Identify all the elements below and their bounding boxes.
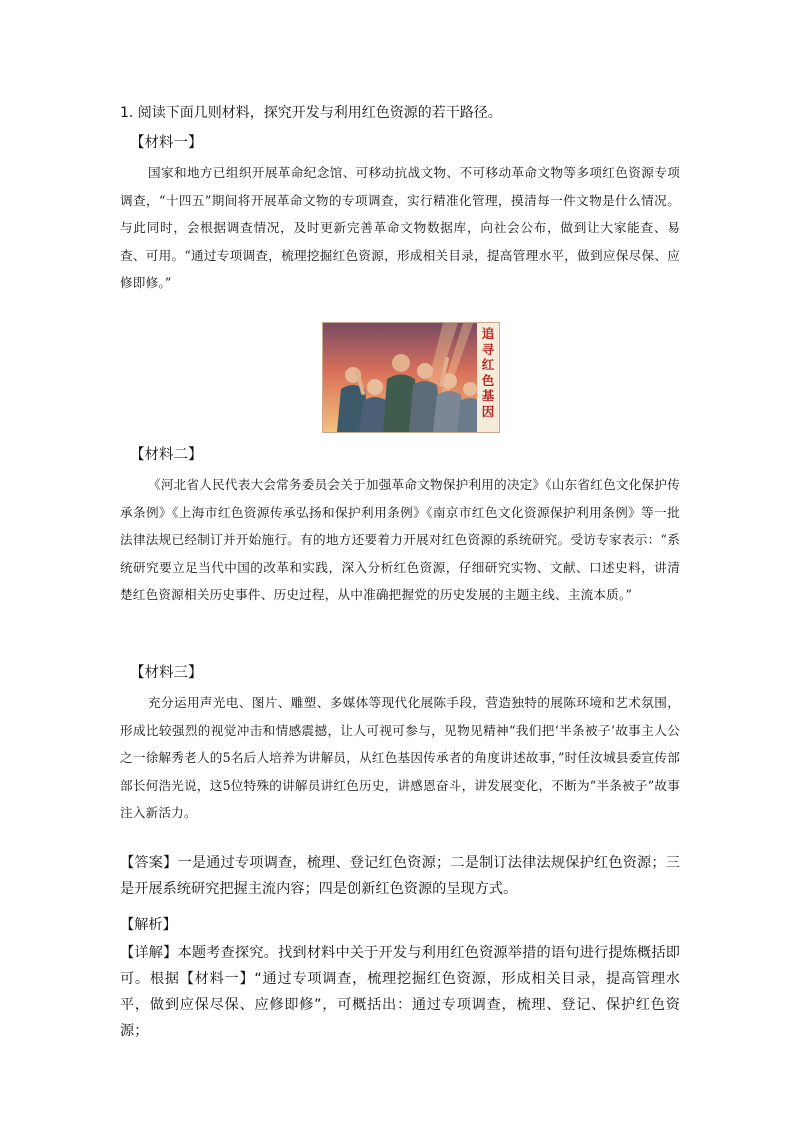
material-one-heading: 【材料一】 xyxy=(130,135,203,151)
material-three-heading: 【材料三】 xyxy=(130,665,203,681)
material-one-text: 国家和地方已组织开展革命纪念馆、可移动抗战文物、不可移动革命文物等多项红色资源专项调查，“十四五”期间将开展革命文物的专项调查，实行精准化管理，摸清每一件文物是什么情况。与此同时，会根据调查情况，及时更新完善革命文物数据库，向社会公布，做到让大家能查、易查、可用。“通过专项调查，梳理挖掘红色资源，形成相关目录，提高管理水平，做到应保尽保、应修即修。” xyxy=(120,165,680,290)
answer-text: 一是通过专项调查，梳理、登记红色资源；二是制订法律法规保护红色资源；三是开展系统研究把握主流内容；四是创新红色资源的呈现方式。 xyxy=(120,855,680,897)
banner-char: 色 xyxy=(481,372,495,388)
answer-label: 【答案】 xyxy=(120,855,178,871)
material-three-text: 充分运用声光电、图片、雕塑、多媒体等现代化展陈手段，营造独特的展陈环境和艺术氛围，形成比较强烈的视觉冲击和情感震撼，让人可视可参与，见物见精神“我们把‘半条被子’故事主人公之一徐解秀老人的5名后人培养为讲解员，从红色基因传承者的角度讲述故事，”时任汝城县委宣传部部长何浩光说，这5位特殊的讲解员讲红色历史，讲感恩奋斗，讲发展变化，不断为“半条被子”故事注入新活力。 xyxy=(120,695,680,820)
illustration-figures xyxy=(323,323,499,432)
analysis-detail-block xyxy=(120,940,680,1044)
material-two-text: 《河北省人民代表大会常务委员会关于加强革命文物保护利用的决定》《山东省红色文化保护传承条例》《上海市红色资源传承弘扬和保护利用条例》《南京市红色文化资源保护利用条例》等一批法律法规已经制订并开始施行。有的地方还要着力开展对红色资源的系统研究。受访专家表示：“系统研究要立足当代中国的改革和实践，深入分析红色资源，仔细研究实物、文献、口述史料，讲清楚红色资源相关历史事件、历史过程，从中准确把握党的历史发展的主题主线、主流本质。” xyxy=(120,477,680,602)
banner-char: 红 xyxy=(481,357,495,372)
analysis-detail-text: 本题考查探究。找到材料中关于开发与利用红色资源举措的语句进行提炼概括即可。根据【材料一】“通过专项调查，梳理挖掘红色资源，形成相关目录，提高管理水平，做到应保尽保、应修即修”，可概括出：通过专项调查，梳理、登记、保护红色资源； xyxy=(120,945,680,1039)
material-two-heading: 【材料二】 xyxy=(130,447,203,463)
banner-char: 追 xyxy=(481,326,495,341)
analysis-detail-label: 【详解】 xyxy=(120,945,178,961)
banner-char: 寻 xyxy=(481,341,495,357)
analysis-heading: 【解析】 xyxy=(120,917,177,933)
red-gene-illustration xyxy=(322,322,500,433)
question-title: 1. 阅读下面几则材料，探究开发与利用红色资源的若干路径。 xyxy=(120,105,502,121)
answer-block xyxy=(120,850,680,902)
banner-char: 因 xyxy=(481,403,495,419)
banner-char: 基 xyxy=(481,388,495,403)
illustration-banner xyxy=(477,323,499,432)
